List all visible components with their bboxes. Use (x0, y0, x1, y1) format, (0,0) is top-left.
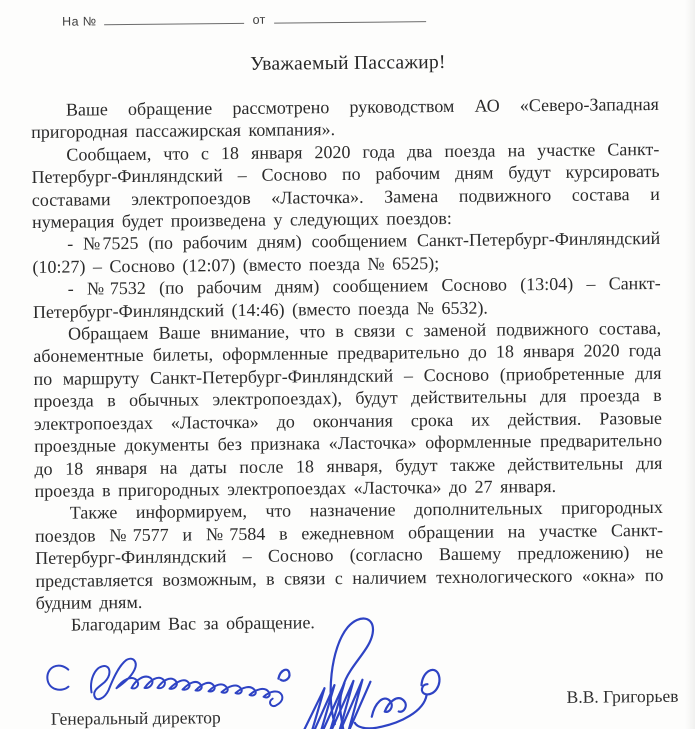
director-signature-scribble (274, 611, 453, 729)
reference-number-blank (104, 11, 244, 25)
reference-date-label: от (252, 12, 266, 27)
paragraph-thanks: Благодарим Вас за обращение. (70, 612, 315, 635)
signer-name: В.В. Григорьев (566, 685, 679, 707)
letter-body (31, 93, 664, 637)
train-item-7525: - №7525 (по рабочим дням) сообщением Санкт-Петербург-Финляндский (10:27) – Сосново (12:07) (вместо поезда № 6525); (32, 228, 661, 277)
letter-content (0, 7, 695, 729)
reference-number-label: На № (62, 14, 97, 29)
handwritten-regards-note (34, 638, 305, 711)
paragraph-intro: Ваше обращение рассмотрено руководством АО «Северо-Западная пригородная пассажирская компания». (31, 93, 660, 143)
reference-line (62, 7, 695, 29)
salutation: Уважаемый Пассажир! (250, 51, 446, 75)
reference-date-blank (274, 9, 426, 23)
paragraph-extra-trains: Также информируем, что назначение дополнительных пригородных поездов №7577 и №7584 в ежедневном обращении на участке Санкт-Петербург-Финляндский – Сосново (согласно Вашему предложению) не представляется возможным, в связи с наличием технологического «окна» по будним дням. (34, 497, 664, 613)
paragraph-tickets-notice: Обращаем Ваше внимание, что в связи с заменой подвижного состава, абонементные билеты, оформленные предварительно до 18 января 2020 года по маршруту Санкт-Петербург-Финляндский – Сосново (приобретенные для проезда в обычных электропоездах), будут действительны для проезда в электропоездах «Ласточка» до окончания срока их действия. Разовые проездные документы без признака «Ласточка» оформленные предварительно до 18 января на даты после 18 января, будут также действительны для проезда в пригородных электропоездах «Ласточка» до 27 января. (33, 317, 663, 501)
train-item-7532: - №7532 (по рабочим дням) сообщением Сосново (13:04) – Санкт-Петербург-Финляндский (14:46) (вместо поезда № 6532). (32, 273, 661, 322)
signer-position-title: Генеральный директор (50, 706, 221, 729)
paragraph-announcement: Сообщаем, что с 18 января 2020 года два поезда на участке Санкт-Петербург-Финляндский – Сосново по рабочим дням будут курсировать составами электропоездов «Ласточка». Замена подвижного состава и нумерация будет произведена у следующих поездов: (31, 138, 660, 232)
signature-block (6, 632, 695, 729)
